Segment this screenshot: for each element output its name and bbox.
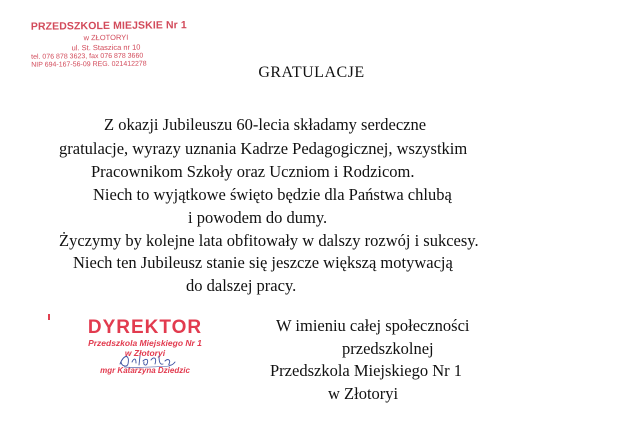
body-line-8: do dalszej pracy. — [186, 276, 297, 295]
body-line-3: Pracownikom Szkoły oraz Uczniom i Rodzicom. — [91, 162, 415, 181]
closing-line-3: Przedszkola Miejskiego Nr 1 — [270, 361, 462, 380]
director-name: mgr Katarzyna Dziedzic — [100, 366, 190, 375]
closing-line-1: W imieniu całej społeczności — [276, 316, 470, 335]
body-line-1: Z okazji Jubileuszu 60-lecia składamy serdeczne — [104, 115, 427, 134]
body-line-5: i powodem do dumy. — [188, 208, 328, 227]
director-city: w Złotoryi — [124, 348, 166, 358]
stamp-ids: NIP 694-167-56-09 REG. 021412278 — [31, 60, 147, 69]
director-institution: Przedszkola Miejskiego Nr 1 — [88, 338, 202, 348]
closing-line-4: w Złotoryi — [328, 384, 399, 403]
letter-title: GRATULACJE — [258, 64, 365, 81]
institution-stamp — [30, 19, 187, 69]
closing-line-2: przedszkolnej — [342, 339, 434, 358]
body-line-7: Niech ten Jubileusz stanie się jeszcze większą motywacją — [73, 253, 453, 272]
stamp-institution-name: PRZEDSZKOLE MIEJSKIE Nr 1 — [30, 19, 187, 33]
director-title: DYREKTOR — [87, 317, 203, 338]
ink-mark — [48, 314, 50, 320]
stamp-phone: tel. 076 878 3623, fax 076 878 3660 — [31, 52, 144, 61]
handwritten-signature — [118, 350, 178, 370]
body-line-6: Życzymy by kolejne lata obfitowały w dalszy rozwój i sukcesy. — [59, 231, 479, 250]
body-line-2: gratulacje, wyrazy uznania Kadrze Pedagogicznej, wszystkim — [59, 139, 468, 158]
stamp-city: w ZŁOTORYI — [83, 32, 129, 43]
stamp-street: ul. St. Staszica nr 10 — [71, 42, 141, 53]
body-line-4: Niech to wyjątkowe święto będzie dla Państwa chlubą — [93, 185, 452, 204]
